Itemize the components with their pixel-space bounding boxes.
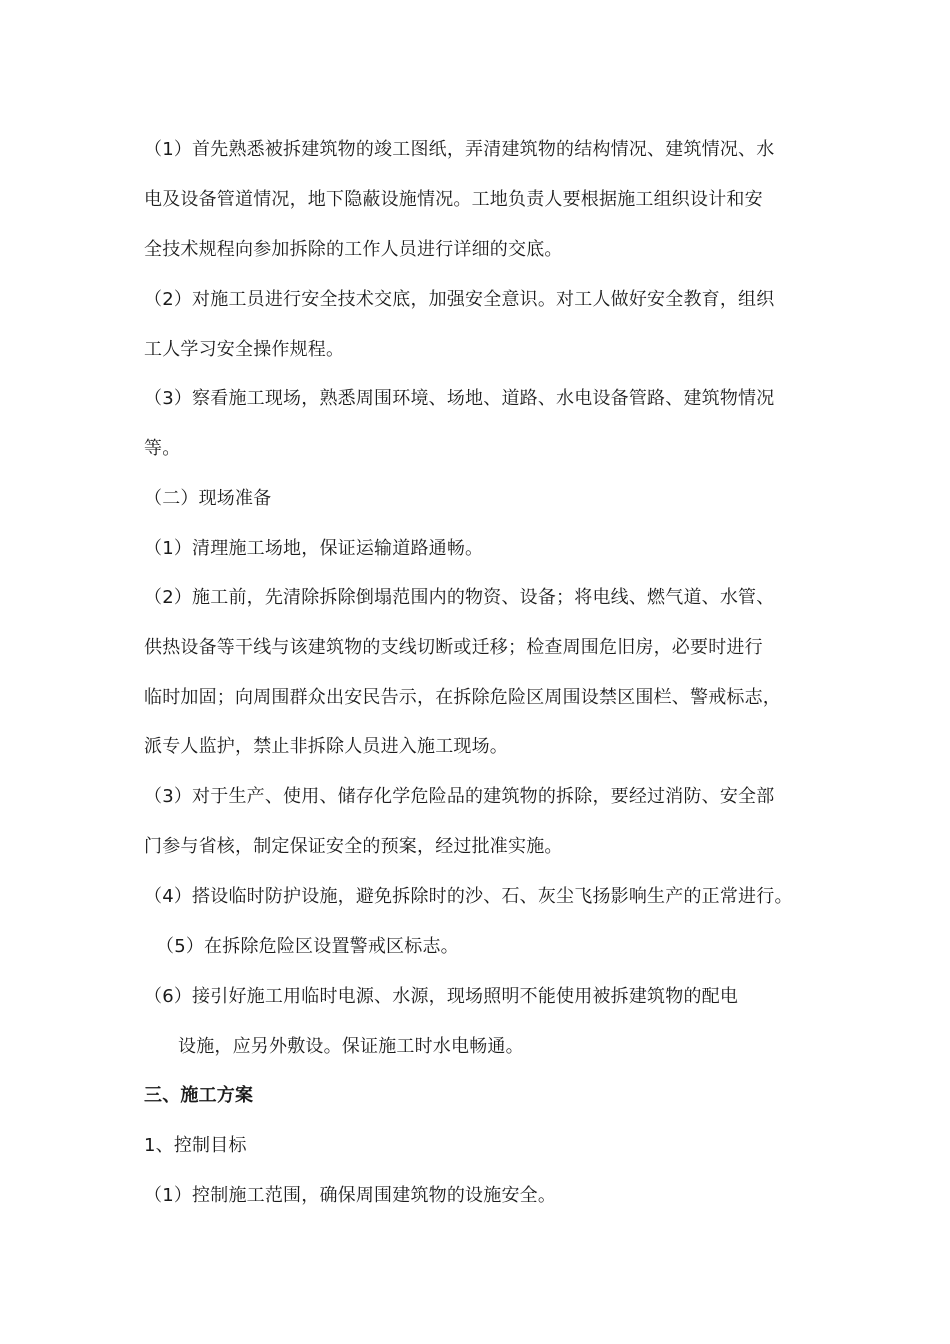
paragraph-line: 门参与省核，制定保证安全的预案，经过批准实施。 (144, 836, 563, 857)
paragraph-line: 电及设备管道情况，地下隐蔽设施情况。工地负责人要根据施工组织设计和安 (144, 189, 763, 210)
paragraph-line: （1）清理施工场地，保证运输道路通畅。 (144, 538, 484, 559)
paragraph-line: 临时加固；向周围群众出安民告示，在拆除危险区周围设禁区围栏、警戒标志， (144, 687, 781, 708)
paragraph-line: （1）控制施工范围，确保周围建筑物的设施安全。 (144, 1185, 557, 1206)
paragraph-line: （3）对于生产、使用、储存化学危险品的建筑物的拆除，要经过消防、安全部 (144, 786, 775, 807)
paragraph-line: 设施，应另外敷设。保证施工时水电畅通。 (178, 1036, 524, 1057)
paragraph-line: 派专人监护，禁止非拆除人员进入施工现场。 (144, 736, 508, 757)
paragraph-line: 供热设备等干线与该建筑物的支线切断或迁移；检查周围危旧房，必要时进行 (144, 637, 763, 658)
paragraph-line: 工人学习安全操作规程。 (144, 339, 345, 360)
paragraph-line: 全技术规程向参加拆除的工作人员进行详细的交底。 (144, 239, 563, 260)
paragraph-line: （1）首先熟悉被拆建筑物的竣工图纸，弄清建筑物的结构情况、建筑情况、水 (144, 139, 775, 160)
subsection-heading: 1、控制目标 (144, 1135, 247, 1156)
paragraph-line: （6）接引好施工用临时电源、水源，现场照明不能使用被拆建筑物的配电 (144, 986, 739, 1007)
chapter-heading: 三、施工方案 (144, 1085, 254, 1106)
paragraph-line: 等。 (144, 438, 181, 459)
paragraph-line: （3）察看施工现场，熟悉周围环境、场地、道路、水电设备管路、建筑物情况 (144, 388, 775, 409)
paragraph-line: （2）施工前，先清除拆除倒塌范围内的物资、设备；将电线、燃气道、水管、 (144, 587, 775, 608)
paragraph-line: （5）在拆除危险区设置警戒区标志。 (156, 936, 459, 957)
section-heading: （二）现场准备 (144, 488, 272, 509)
paragraph-line: （2）对施工员进行安全技术交底，加强安全意识。对工人做好安全教育，组织 (144, 289, 775, 310)
paragraph-line: （4）搭设临时防护设施，避免拆除时的沙、石、灰尘飞扬影响生产的正常进行。 (144, 886, 793, 907)
